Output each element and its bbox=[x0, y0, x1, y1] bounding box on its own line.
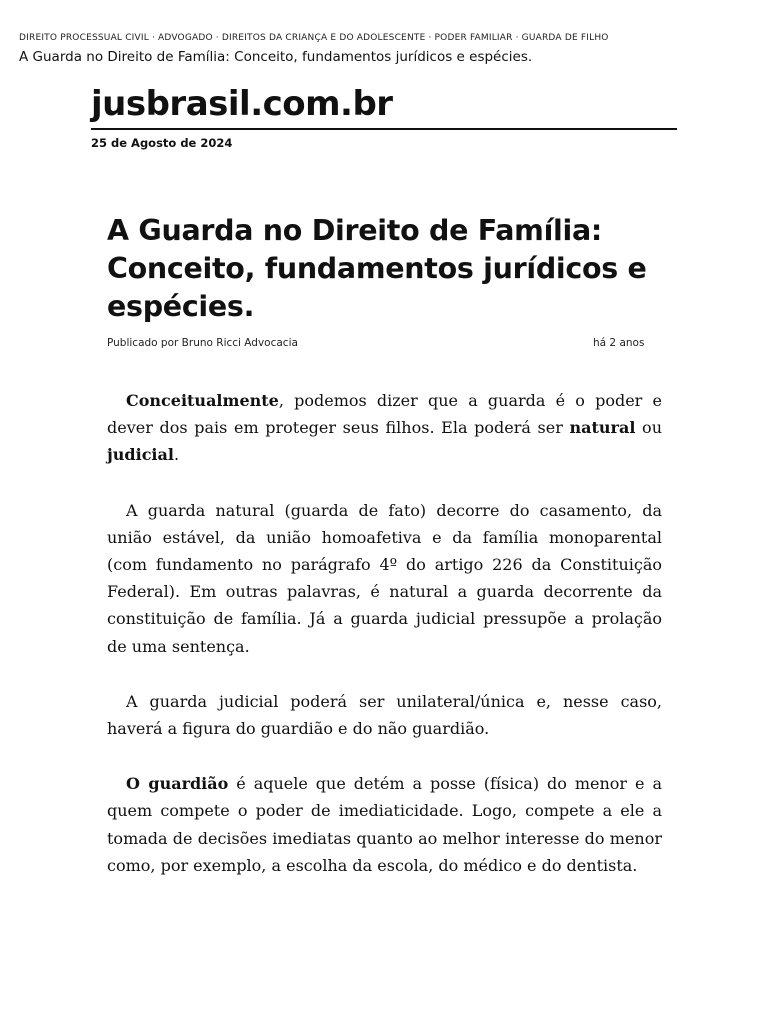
article-paragraph bbox=[107, 770, 662, 879]
bold-text: judicial bbox=[107, 445, 174, 465]
breadcrumb-item-poder-familiar[interactable]: PODER FAMILIAR bbox=[434, 33, 513, 43]
paragraph-text: , podemos dizer que a guarda é o poder e dever dos pais em proteger seus filhos. Ela poderá ser bbox=[107, 391, 662, 438]
paragraph-text: ou bbox=[635, 418, 662, 438]
published-ago: há 2 anos bbox=[593, 337, 645, 349]
bold-text: Conceitualmente bbox=[126, 391, 279, 410]
article-paragraph bbox=[107, 688, 662, 742]
document-title: A Guarda no Direito de Família: Conceito, fundamentos jurídicos e espécies. bbox=[19, 49, 533, 65]
paragraph-text: é aquele que detém a posse (física) do menor e a quem compete o poder de imediaticidade. Logo, compete a ele a tomada de decisões imediatas quanto ao melhor interesse do menor como, por exemplo, a escolha da escola, do médico e do dentista. bbox=[107, 774, 662, 875]
breadcrumb bbox=[19, 33, 609, 43]
breadcrumb-separator: · bbox=[215, 33, 219, 43]
site-name[interactable]: jusbrasil.com.br bbox=[91, 84, 393, 124]
article-paragraph bbox=[107, 497, 662, 660]
breadcrumb-item-direitos-da-crianca[interactable]: DIREITOS DA CRIANÇA E DO ADOLESCENTE bbox=[221, 33, 426, 43]
paragraph-text: A guarda natural (guarda de fato) decorre do casamento, da união estável, da união homoafetiva e da família monoparental (com fundamento no parágrafo 4º do artigo 226 da Constituição Federal). Em outras palavras, é natural a guarda decorrente da constituição de família. Já a guarda judicial pressupõe a prolação de uma sentença. bbox=[107, 500, 662, 656]
article-byline: Publicado por Bruno Ricci Advocacia bbox=[107, 337, 298, 349]
publication-date: 25 de Agosto de 2024 bbox=[91, 136, 233, 150]
breadcrumb-separator: · bbox=[515, 33, 519, 43]
header-divider bbox=[91, 128, 677, 130]
breadcrumb-separator: · bbox=[428, 33, 432, 43]
breadcrumb-separator: · bbox=[151, 33, 156, 43]
breadcrumb-item-guarda-de-filho[interactable]: GUARDA DE FILHO bbox=[521, 33, 609, 43]
breadcrumb-item-direito-processual-civil[interactable]: DIREITO PROCESSUAL CIVIL bbox=[19, 33, 149, 43]
breadcrumb-item-advogado[interactable]: ADVOGADO bbox=[158, 33, 213, 43]
paragraph-text: . bbox=[173, 445, 180, 465]
article-paragraph bbox=[107, 387, 662, 469]
paragraph-text: A guarda judicial poderá ser unilateral/única e, nesse caso, haverá a figura do guardião e do não guardião. bbox=[107, 691, 662, 739]
bold-text: natural bbox=[569, 418, 636, 438]
bold-text: O guardião bbox=[126, 774, 229, 794]
article-body bbox=[107, 387, 662, 907]
article-headline: A Guarda no Direito de Família: Conceito, fundamentos jurídicos e espécies. bbox=[107, 214, 647, 323]
